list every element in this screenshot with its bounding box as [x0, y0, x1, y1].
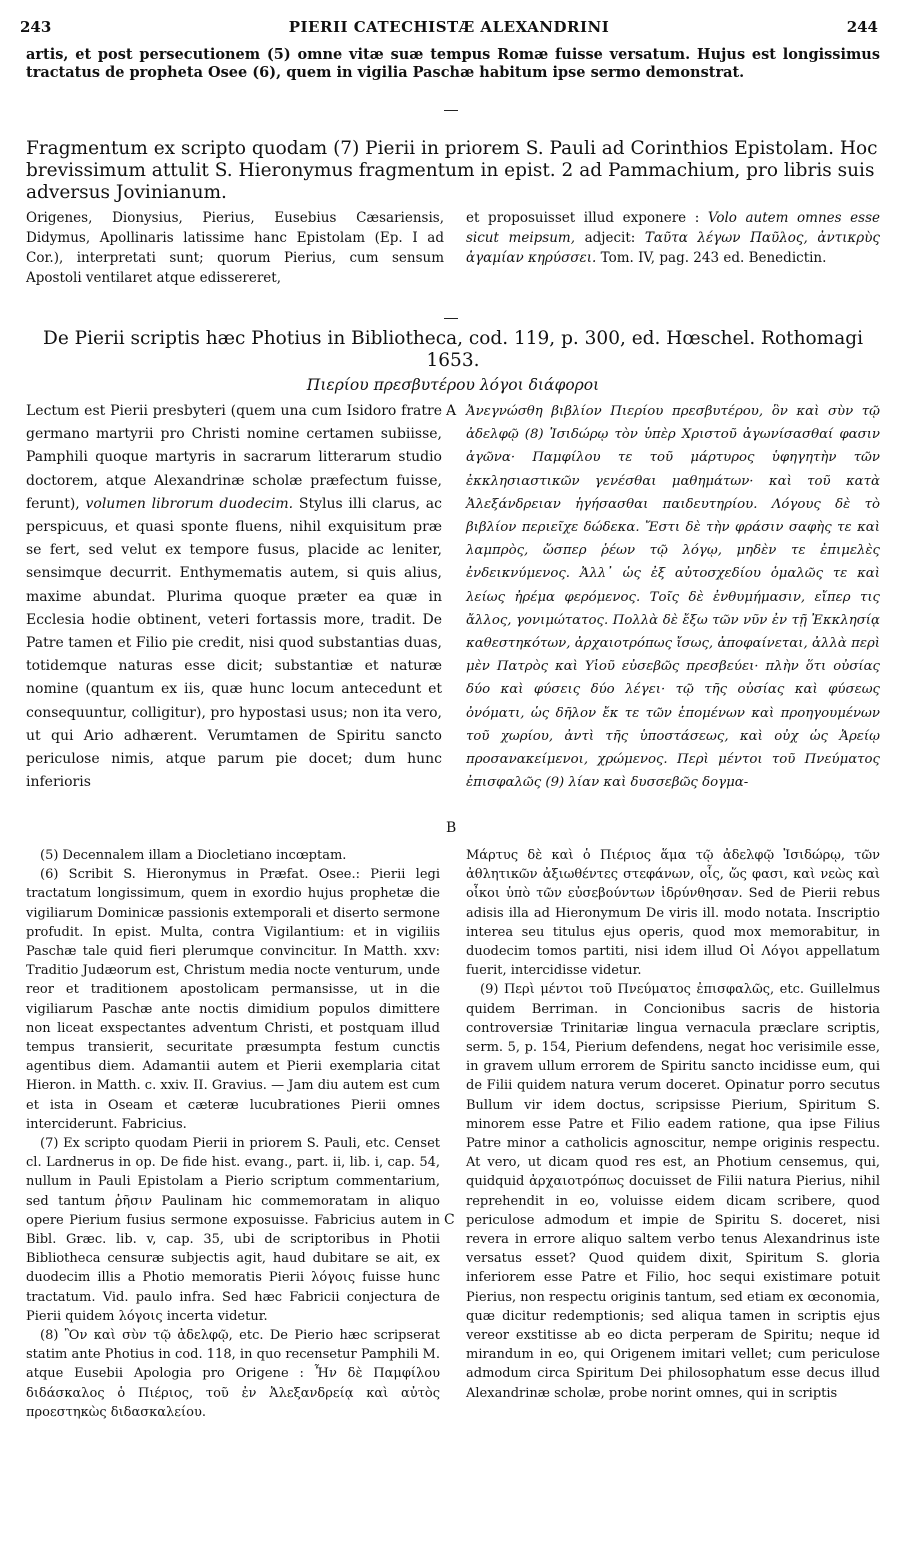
footnote: (6) Scribit S. Hieronymus in Præfat. Osee.: Pierii legi tractatum longissimum, quem in exordio hujus prophetæ die vigiliarum Dominicæ passionis extemporali et diserto sermone profudit. In epist. Multa, contra Vigilantium: et in vigiliis Paschæ tale quid fieri plerumque convincitur. In Matth. xxv: Traditio Judæorum est, Christum media nocte venturum, unde reor et traditionem apostolicam permansisse, ut in die vigiliarum Paschæ ante noctis dimidium populos dimittere non liceat exspectantes adventum Christi, et postquam illud tempus transierit, securitate præsumpta festum cunctis agentibus diem. Adamantii autem et Pierii exemplaria citat Hieron. in Matth. c. xxiv. II. Gravius. — Jam diu autem est cum et ista in Oseam et cæteræ lucubrationes Pierii omnes interciderunt. Fabricius.: [26, 867, 440, 1132]
intro-paragraph: artis, et post persecutionem (5) omne vitæ suæ tempus Romæ fuisse versatum. Hujus est longissimus tractatus de propheta Osee (6), quem in vigilia Paschæ habitum ipse sermo demonstrat.: [26, 46, 880, 81]
margin-letter: C: [444, 1212, 455, 1228]
latin-text: Stylus illi clarus, ac perspicuus, et quasi sponte fluens, nihil exquisitum præ se fert, sed velut ex tempore fusus, placide ac leniter, sensimque decurrit. Enthymematis autem, si quis alius, maxime abundat. Plurima quoque præter ea quæ in Ecclesia hodie obtinent, veteri fortassis more, tradit. De Patre tamen et Filio pie credit, nisi quod substantias duas, totidemque naturas esse dicit; substantiæ et naturæ nomine (quantum ex iis, quæ hunc locum antecedunt et consequuntur, colligitur), pro hypostasi usus; non ita vero, ut qui Ario adhærent. Verumtamen de Spiritu sancto periculose nimis, atque parum pie docet; dum hunc inferioris: [26, 495, 442, 791]
page-number-right: 244: [846, 18, 878, 36]
footnote: (9) Περὶ μέντοι τοῦ Πνεύματος ἐπισφαλῶς, etc. Guillelmus quidem Berriman. in Concionibus sacris de historia controversiæ Trinitariæ lingua vernacula præclare scriptis, serm. 5, p. 154, Pierium defendens, negat hoc verisimile esse, in gravem ullum errorem de Spiritu sancto incidisse eum, qui de Filii quidem natura verum doceret. Opinatur porro secutus Bullum vir idem doctus, scripsisse Pierium, Spiritum S. minorem esse Patre et Filio eadem ratione, qua ipse Filius Patre minor a catholicis agnoscitur, nempe originis respectu. At vero, ut dicam quod res est, an Photium censemus, qui, quidquid ἀρχαιοτρόπως docuisset de Filii natura Pierius, nihil reprehendit in eo, voluisse eidem dicam scribere, quod periculose admodum et impie de Spiritu S. doceret, nisi revera in errore aliquo saltem verbo tenus Alexandrinus iste versatus esset? Quod quidem dixit, Spiritum S. gloria inferiorem esse Patre et Filio, hoc sequi existimare potuit Pierius, non respectu originis tantum, sed etiam ex œconomia, quæ dicitur redemptionis; sed aliqua tamen in scriptis ejus vereor exstitisse ab eo dicta perperam de Spiritu; neque id mirandum in eo, qui Origenem imitari vellet; cum periculose admodum circa Spiritum Dei philosophatum esse decus illud Alexandrinæ scholæ, probe norint omnes, qui in scriptis: [466, 982, 880, 1401]
running-title: PIERII CATECHISTÆ ALEXANDRINI: [288, 18, 610, 36]
latin-emphasis: volumen librorum duodecim.: [85, 495, 294, 512]
fragment-text: Tom. IV, pag. 243 ed. Benedictin.: [596, 250, 827, 266]
fragment-text: et proposuisset illud exponere :: [466, 210, 708, 226]
page-header: [20, 18, 878, 42]
footnote: (7) Ex scripto quodam Pierii in priorem S. Pauli, etc. Censet cl. Lardnerus in op. De fide hist. evang., part. ii, lib. i, cap. 54, nullum in Pauli Epistolam a Pierio scriptum commentarium, sed tantum ῥῆσιν Paulinam hic commemoratam in aliquo opere Pierium fusius sermone exposuisse. Fabricius autem in Bibl. Græc. lib. v, cap. 35, ubi de scriptoribus in Photii Bibliotheca censuræ subjectis agit, haud dubitare se ait, ex duodecim illis a Photio memoratis Pierii λόγοις fuisse hunc tractatum. Vid. paulo infra. Sed hæc Fabricii conjectura de Pierii quidem λόγοις incerta videtur.: [26, 1136, 440, 1324]
footnote: (5) Decennalem illam a Diocletiano incœptam.: [40, 848, 347, 863]
margin-letter: A: [446, 403, 457, 419]
greek-original-column: Ἀνεγνώσθη βιβλίον Πιερίου πρεσβυτέρου, ὃν καὶ σὺν τῷ ἀδελφῷ (8) Ἰσιδώρῳ τὸν ὑπὲρ Χριστοῦ ἀγωνίσασθαί φασιν ἀγῶνα· Παμφίλου τε τοῦ μάρτυρος ὑφηγητὴν τῶν ἐκκλησιαστικῶν γενέσθαι μαθημάτων· καὶ τοῦ κατὰ Ἀλεξάνδρειαν ἡγήσασθαι παιδευτηρίου. Λόγους δὲ τὸ βιβλίον περιεῖχε δώδεκα. Ἔστι δὲ τὴν φράσιν σαφὴς τε καὶ λαμπρὸς, ὥσπερ ῥέων τῷ λόγῳ, μηδὲν τε ἐπιμελὲς ἐνδεικνύμενος. Ἀλλ᾽ ὡς ἐξ αὐτοσχεδίου ὁμαλῶς τε καὶ λείως ἠρέμα φερόμενος. Τοῖς δὲ ἐνθυμήμασιν, εἴπερ τις ἄλλος, γονιμώτατος. Πολλὰ δὲ ἔξω τῶν νῦν ἐν τῇ Ἐκκλησίᾳ καθεστηκότων, ἀρχαιοτρόπως ἴσως, ἀποφαίνεται, ἀλλὰ περὶ μὲν Πατρὸς καὶ Υἱοῦ εὐσεβῶς πρεσβεύει· πλὴν ὅτι οὐσίας δύο καὶ φύσεις δύο λέγει· τῷ τῆς οὐσίας καὶ φύσεως ὀνόματι, ὡς δῆλον ἔκ τε τῶν ἑπομένων καὶ προηγουμένων τοῦ χωρίου, ἀντὶ τῆς ὑποστάσεως, καὶ οὐχ ὡς Ἀρείῳ προσανακείμενοι, χρώμενος. Περὶ μέντοι τοῦ Πνεύματος ἐπισφαλῶς (9) λίαν καὶ δυσσεβῶς δογμα-: [466, 404, 880, 791]
margin-letter: B: [446, 820, 457, 836]
page-number-left: 243: [20, 18, 52, 36]
fragment-title: Fragmentum ex scripto quodam (7) Pierii in priorem S. Pauli ad Corinthios Epistolam. Hoc brevissimum attulit S. Hieronymus fragmentum in epist. 2 ad Pammachium, pro libris suis adversus Jovinianum.: [26, 138, 878, 203]
footnote: (8) Ὃν καὶ σὺν τῷ ἀδελφῷ, etc. De Pierio hæc scripserat statim ante Photius in cod. 118, in quo recensetur Pamphili M. atque Eusebii Apologia pro Origene : Ἦν δὲ Παμφίλου διδάσκαλος ὁ Πιέριος, τοῦ ἐν Ἀλεξανδρείᾳ καὶ αὐτὸς προεστηκὼς διδασκαλείου.: [26, 1328, 440, 1420]
footnote: Μάρτυς δὲ καὶ ὁ Πιέριος ἅμα τῷ ἀδελφῷ Ἰσιδώρῳ, τῶν ἀθλητικῶν ἀξιωθέντες στεφάνων, οἷς, ὥς φασι, καὶ νεὼς καὶ οἶκοι ὑπὸ τῶν εὐσεβούντων ἱδρύνθησαν. Sed de Pierii rebus adisis illa ad Hieronymum De viris ill. modo notata. Inscriptio interea seu titulus ejus operis, quod mox memorabitur, in duodecim tomos partiti, nisi idem illud Οἱ Λόγοι appellatum fuerit, intercidisse videtur.: [466, 848, 880, 979]
fragment-left-column: Origenes, Dionysius, Pierius, Eusebius Cæsariensis, Didymus, Apollinaris latissime hanc Epistolam (Ep. I ad Cor.), interpretati sunt; quorum Pierius, cum sensum Apostoli ventilaret atque edissereret,: [26, 210, 444, 286]
fragment-right-column: [466, 208, 880, 268]
latin-text: Lectum est Pierii presbyteri (quem una cum Isidoro fratre germano martyrii pro Christi nomine certamen subiisse, Pamphili quoque martyris in sacrarum litterarum studio doctorem, atque Alexandrinæ scholæ præfectum fuisse, ferunt),: [26, 403, 442, 512]
fragment-text: adjecit:: [575, 230, 645, 246]
photius-title: De Pierii scriptis hæc Photius in Bibliotheca, cod. 119, p. 300, ed. Hœschel. Rothomagi 1653.: [43, 328, 863, 371]
footnotes-left: [26, 846, 440, 1422]
fragment-quote: Volo autem omnes esse sicut meipsum,: [466, 210, 880, 246]
divider: [444, 110, 458, 111]
latin-translation-column: [26, 400, 442, 794]
footnotes-right: [466, 846, 880, 1403]
fragment-greek: Ταῦτα λέγων Παῦλος, ἀντικρὺς ἀγαμίαν κηρύσσει.: [466, 230, 880, 266]
photius-subtitle: Πιερίου πρεσβυτέρου λόγοι διάφοροι: [306, 376, 600, 394]
divider: [444, 318, 458, 319]
